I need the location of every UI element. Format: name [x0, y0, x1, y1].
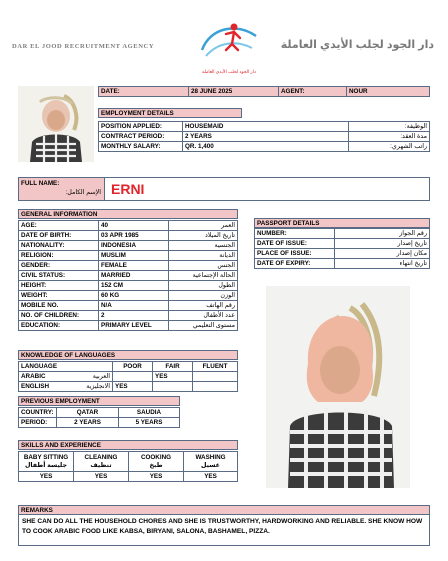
table-row — [19, 241, 238, 251]
date-agent-table — [98, 86, 430, 97]
fair-header: FAIR — [153, 362, 193, 372]
age-value: 40 — [99, 221, 169, 231]
portrait-icon — [18, 86, 94, 162]
table-row — [19, 472, 238, 482]
skill-name-ar: طبخ — [149, 461, 163, 469]
portrait-icon — [266, 286, 410, 488]
position-value: HOUSEMAID — [183, 122, 349, 132]
period-label: PERIOD: — [19, 418, 57, 428]
country-label: COUNTRY: — [19, 408, 57, 418]
date-label: DATE: — [99, 87, 189, 97]
logo-caption: دار الجود لجلب الأيدي العاملة — [202, 69, 256, 74]
table-row — [99, 142, 430, 152]
agency-logo — [196, 20, 262, 76]
gender-label: GENDER: — [19, 261, 99, 271]
table-row — [19, 311, 238, 321]
age-label: AGE: — [19, 221, 99, 231]
table-row — [19, 382, 238, 392]
languages-table — [18, 361, 238, 392]
skill-name-ar: غسيل — [201, 461, 220, 469]
skill-name-ar: جليسة أطفال — [24, 461, 68, 469]
children-label-ar: عدد الأطفال — [169, 311, 238, 321]
full-name-label-ar: الإسم الكامل: — [65, 189, 101, 196]
language-header: LANGUAGE — [19, 362, 113, 372]
expiry-date-label-ar: تاريخ انتهاء — [335, 259, 430, 269]
language-fluent — [193, 382, 238, 392]
table-row — [19, 301, 238, 311]
skills-table — [18, 451, 238, 482]
country-value-1: QATAR — [57, 408, 119, 418]
height-label: HEIGHT: — [19, 281, 99, 291]
employment-details-title: EMPLOYMENT DETAILS — [98, 108, 242, 118]
poor-header: POOR — [113, 362, 153, 372]
children-label: NO. OF CHILDREN: — [19, 311, 99, 321]
agent-value: NOUR — [347, 87, 430, 97]
table-row — [19, 452, 238, 472]
mobile-value: N/A — [99, 301, 169, 311]
remarks-title: REMARKS — [18, 505, 430, 515]
religion-value: MUSLIM — [99, 251, 169, 261]
skill-name: WASHING — [195, 453, 226, 461]
gender-label-ar: الجنس — [169, 261, 238, 271]
table-row — [19, 321, 238, 331]
weight-value: 60 KG — [99, 291, 169, 301]
period-value-1: 2 YEARS — [57, 418, 119, 428]
civil-status-value: MARRIED — [99, 271, 169, 281]
skill-value: YES — [19, 472, 74, 482]
gender-value: FEMALE — [99, 261, 169, 271]
skill-cleaning — [74, 452, 129, 472]
agency-logo-icon — [196, 20, 262, 64]
skill-value: YES — [74, 472, 129, 482]
remarks-text: SHE CAN DO ALL THE HOUSEHOLD CHORES AND SHE IS TRUSTWORTHY, HARDWORKING AND RELIABLE. SHE KNOW HOW TO COOK ARABIC FOOD LIKE KABSA, BIRYANI, SALONA, BASHAMEL, PIZZA. — [22, 518, 423, 535]
language-poor — [113, 372, 153, 382]
position-label-ar: الوظيفة: — [349, 122, 430, 132]
education-value: PRIMARY LEVEL — [99, 321, 169, 331]
age-label-ar: العمر — [169, 221, 238, 231]
skill-washing — [184, 452, 238, 472]
language-arabic-cell — [19, 372, 113, 382]
table-row — [255, 229, 430, 239]
language-english-cell — [19, 382, 113, 392]
skills-title: SKILLS AND EXPERIENCE — [18, 440, 238, 450]
fluent-header: FLUENT — [193, 362, 238, 372]
remarks-box — [18, 514, 430, 546]
passport-details-title: PASSPORT DETAILS — [254, 218, 430, 228]
table-row — [19, 408, 180, 418]
contract-value: 2 YEARS — [183, 132, 349, 142]
full-name-label: FULL NAME: — [21, 180, 60, 187]
salary-label-ar: راتب الشهري: — [349, 142, 430, 152]
passport-details-table — [254, 228, 430, 269]
skill-cooking — [129, 452, 184, 472]
table-row — [19, 362, 238, 372]
religion-label: RELIGION: — [19, 251, 99, 261]
contract-label-ar: مدة العقد: — [349, 132, 430, 142]
language-fluent — [193, 372, 238, 382]
dob-label-ar: تاريخ الميلاد — [169, 231, 238, 241]
table-row — [255, 259, 430, 269]
nationality-label-ar: الجنسية — [169, 241, 238, 251]
table-row — [19, 251, 238, 261]
languages-title: KNOWLEDGE OF LANGUAGES — [18, 350, 238, 360]
country-value-2: SAUDIA — [119, 408, 180, 418]
language-name: ENGLISH — [21, 383, 49, 390]
table-row — [19, 231, 238, 241]
education-label-ar: مستوى التعليمي — [169, 321, 238, 331]
general-information-table — [18, 220, 238, 331]
skill-value: YES — [129, 472, 184, 482]
applicant-photo-small — [18, 86, 94, 162]
civil-status-label: CIVIL STATUS: — [19, 271, 99, 281]
applicant-photo-large — [266, 286, 410, 488]
full-name-box — [18, 177, 430, 201]
civil-status-label-ar: الحالة الإجتماعية — [169, 271, 238, 281]
language-fair — [153, 382, 193, 392]
table-row — [19, 261, 238, 271]
skill-value: YES — [184, 472, 238, 482]
language-fair: YES — [153, 372, 193, 382]
religion-label-ar: الديانة — [169, 251, 238, 261]
contract-label: CONTRACT PERIOD: — [99, 132, 183, 142]
position-label: POSITION APPLIED: — [99, 122, 183, 132]
height-label-ar: الطول — [169, 281, 238, 291]
previous-employment-table — [18, 407, 180, 428]
table-row — [19, 291, 238, 301]
issue-date-label: DATE OF ISSUE: — [255, 239, 335, 249]
employment-details-table — [98, 121, 430, 152]
nationality-label: NATIONALITY: — [19, 241, 99, 251]
salary-value: QR. 1,400 — [183, 142, 349, 152]
agency-name-arabic: دار الجود لجلب الأيدي العاملة — [280, 39, 434, 51]
table-row — [19, 221, 238, 231]
skill-baby-sitting — [19, 452, 74, 472]
table-row — [19, 271, 238, 281]
general-information-title: GENERAL INFORMATION — [18, 209, 238, 219]
table-row — [19, 372, 238, 382]
mobile-label: MOBILE NO. — [19, 301, 99, 311]
issue-place-label-ar: مكان إصدار — [335, 249, 430, 259]
table-row — [99, 122, 430, 132]
passport-number-label-ar: رقم الجواز — [335, 229, 430, 239]
nationality-value: INDONESIA — [99, 241, 169, 251]
issue-date-label-ar: تاريخ إصدار — [335, 239, 430, 249]
education-label: EDUCATION: — [19, 321, 99, 331]
language-poor: YES — [113, 382, 153, 392]
table-row — [255, 239, 430, 249]
weight-label-ar: الوزن — [169, 291, 238, 301]
dob-label: DATE OF BIRTH: — [19, 231, 99, 241]
height-value: 152 CM — [99, 281, 169, 291]
previous-employment-title: PREVIOUS EMPLOYMENT — [18, 396, 180, 406]
skill-name-ar: تنظيف — [90, 461, 112, 469]
language-name: ARABIC — [21, 373, 46, 380]
full-name-value: ERNI — [111, 181, 145, 197]
date-value: 28 JUNE 2025 — [189, 87, 279, 97]
table-row — [19, 418, 180, 428]
language-name-ar: العربية — [92, 373, 110, 380]
language-name-ar: الانجليزية — [86, 383, 110, 390]
dob-value: 03 APR 1985 — [99, 231, 169, 241]
mobile-label-ar: رقم الهاتف — [169, 301, 238, 311]
skill-name: CLEANING — [84, 453, 118, 461]
table-row — [19, 281, 238, 291]
table-row — [99, 132, 430, 142]
full-name-label-box — [19, 178, 105, 200]
skill-name: BABY SITTING — [23, 453, 69, 461]
table-row — [255, 249, 430, 259]
passport-number-label: NUMBER: — [255, 229, 335, 239]
expiry-date-label: DATE OF EXPIRY: — [255, 259, 335, 269]
skill-name: COOKING — [140, 453, 172, 461]
agent-label: AGENT: — [279, 87, 347, 97]
children-value: 2 — [99, 311, 169, 321]
weight-label: WEIGHT: — [19, 291, 99, 301]
period-value-2: 5 YEARS — [119, 418, 180, 428]
salary-label: MONTHLY SALARY: — [99, 142, 183, 152]
issue-place-label: PLACE OF ISSUE: — [255, 249, 335, 259]
agency-name-english: DAR EL JOOD RECRUITMENT AGENCY — [12, 43, 155, 50]
